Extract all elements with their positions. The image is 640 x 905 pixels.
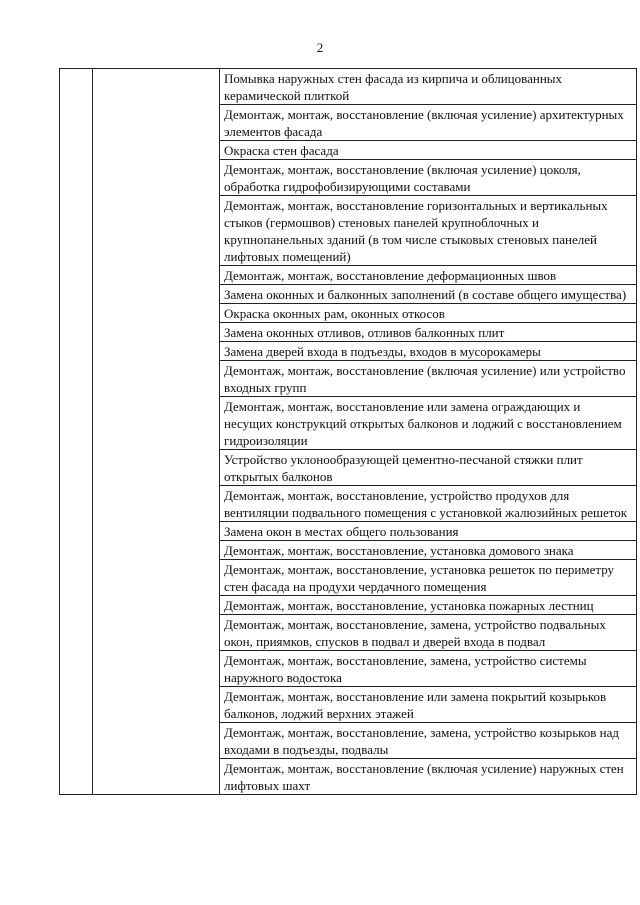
work-item-cell: Демонтаж, монтаж, восстановление (включая усиление) наружных стен лифтовых шахт — [220, 759, 637, 795]
work-item-cell: Демонтаж, монтаж, восстановление (включая усиление) архитектурных элементов фасада — [220, 105, 637, 141]
work-item-cell: Демонтаж, монтаж, восстановление, установка домового знака — [220, 541, 637, 560]
works-table-body — [60, 69, 637, 795]
work-item-cell: Демонтаж, монтаж, восстановление, устройство продухов для вентиляции подвального помещения с установкой жалюзийных решеток — [220, 486, 637, 522]
work-item-cell: Демонтаж, монтаж, восстановление или замена ограждающих и несущих конструкций открытых балконов и лоджий с восстановлением гидроизоляции — [220, 397, 637, 450]
work-item-cell: Демонтаж, монтаж, восстановление, установка решеток по периметру стен фасада на продухи чердачного помещения — [220, 560, 637, 596]
work-item-cell: Замена оконных отливов, отливов балконных плит — [220, 323, 637, 342]
page-number: 2 — [316, 40, 324, 55]
work-item-cell: Замена окон в местах общего пользования — [220, 522, 637, 541]
work-item-cell: Окраска оконных рам, оконных откосов — [220, 304, 637, 323]
work-item-cell: Устройство уклонообразующей цементно-песчаной стяжки плит открытых балконов — [220, 450, 637, 486]
category-column-cell — [93, 69, 220, 795]
work-item-cell: Замена оконных и балконных заполнений (в составе общего имущества) — [220, 285, 637, 304]
works-table — [59, 68, 637, 795]
work-item-cell: Демонтаж, монтаж, восстановление или замена покрытий козырьков балконов, лоджий верхних этажей — [220, 687, 637, 723]
work-item-cell: Демонтаж, монтаж, восстановление, замена, устройство системы наружного водостока — [220, 651, 637, 687]
number-column-cell — [60, 69, 93, 795]
table-row — [60, 69, 637, 105]
work-item-cell: Помывка наружных стен фасада из кирпича и облицованных керамической плиткой — [220, 69, 637, 105]
work-item-cell: Замена дверей входа в подъезды, входов в мусорокамеры — [220, 342, 637, 361]
work-item-cell: Демонтаж, монтаж, восстановление (включая усиление) цоколя, обработка гидрофобизирующими составами — [220, 160, 637, 196]
work-item-cell: Демонтаж, монтаж, восстановление (включая усиление) или устройство входных групп — [220, 361, 637, 397]
work-item-cell: Демонтаж, монтаж, восстановление, установка пожарных лестниц — [220, 596, 637, 615]
work-item-cell: Демонтаж, монтаж, восстановление, замена, устройство козырьков над входами в подъезды, подвалы — [220, 723, 637, 759]
work-item-cell: Демонтаж, монтаж, восстановление деформационных швов — [220, 266, 637, 285]
work-item-cell: Демонтаж, монтаж, восстановление, замена, устройство подвальных окон, приямков, спусков в подвал и дверей входа в подвал — [220, 615, 637, 651]
work-item-cell: Демонтаж, монтаж, восстановление горизонтальных и вертикальных стыков (гермошвов) стеновых панелей крупноблочных и крупнопанельных зданий (в том числе стыковых стеновых панелей лифтовых помещений) — [220, 196, 637, 266]
work-item-cell: Окраска стен фасада — [220, 141, 637, 160]
